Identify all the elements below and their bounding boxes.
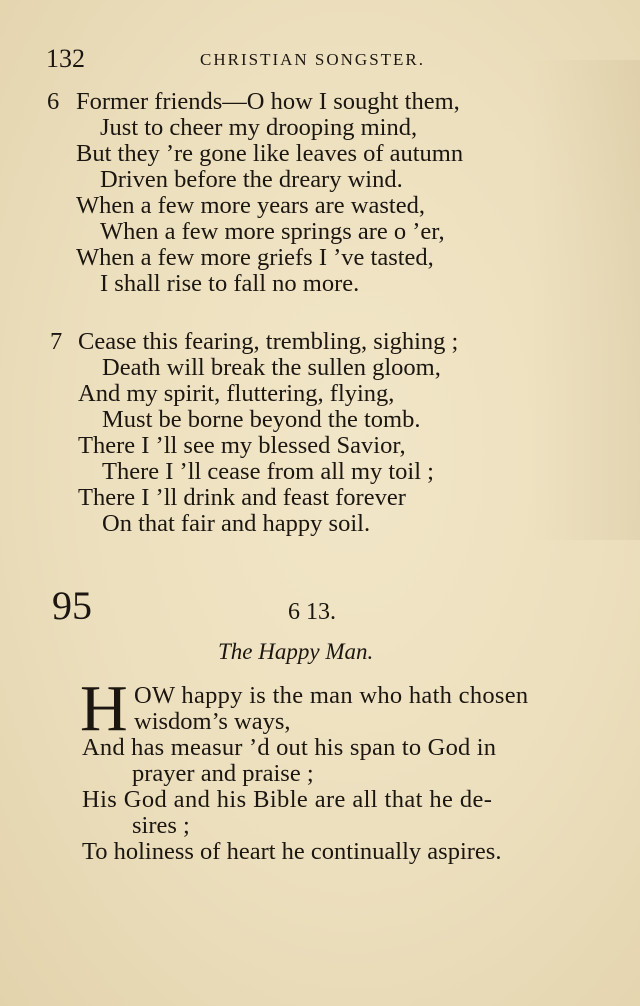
page-number: 132	[46, 44, 85, 73]
hymn-line: OW happy is the man who hath chosen	[134, 682, 529, 709]
hymn-number: 95	[52, 583, 92, 628]
hymn-meter: 6 13.	[288, 599, 336, 625]
verse-line: Death will break the sullen gloom,	[102, 354, 441, 381]
hymn-line: wisdom’s ways,	[134, 708, 291, 735]
verse-line: When a few more griefs I ’ve tasted,	[76, 244, 434, 271]
verse-line: There I ’ll drink and feast forever	[78, 484, 406, 511]
verse-line: Just to cheer my drooping mind,	[100, 114, 418, 141]
verse-line: I shall rise to fall no more.	[100, 270, 360, 297]
hymn-line: And has measur ’d out his span to God in	[82, 734, 497, 761]
verse-line: Driven before the dreary wind.	[100, 166, 403, 193]
verse-line: Must be borne beyond the tomb.	[102, 406, 421, 433]
page-header	[46, 44, 600, 78]
hymn-line: sires ;	[132, 812, 190, 839]
hymn-line: prayer and praise ;	[132, 760, 314, 787]
verse-line: When a few more years are wasted,	[76, 192, 425, 219]
drop-cap: H	[80, 672, 128, 745]
verse-number: 7	[50, 328, 63, 355]
verse-line: When a few more springs are o ’er,	[100, 218, 445, 245]
verse-line: Cease this fearing, trembling, sighing ;	[78, 328, 459, 355]
verse-line: On that fair and happy soil.	[102, 510, 371, 537]
verse-line: But they ’re gone like leaves of autumn	[76, 140, 464, 167]
hymn-title: The Happy Man.	[218, 639, 374, 664]
page-stain	[530, 60, 640, 540]
hymn-line: To holiness of heart he continually aspires.	[82, 838, 502, 865]
verse-line: There I ’ll cease from all my toil ;	[102, 458, 434, 485]
running-title: CHRISTIAN SONGSTER.	[200, 50, 426, 69]
verse-line: There I ’ll see my blessed Savior,	[78, 432, 406, 459]
verse-line: Former friends—O how I sought them,	[76, 88, 460, 115]
verse-line: And my spirit, fluttering, flying,	[78, 380, 395, 407]
hymn-line: His God and his Bible are all that he de-	[82, 786, 493, 813]
verse-number: 6	[47, 88, 60, 115]
